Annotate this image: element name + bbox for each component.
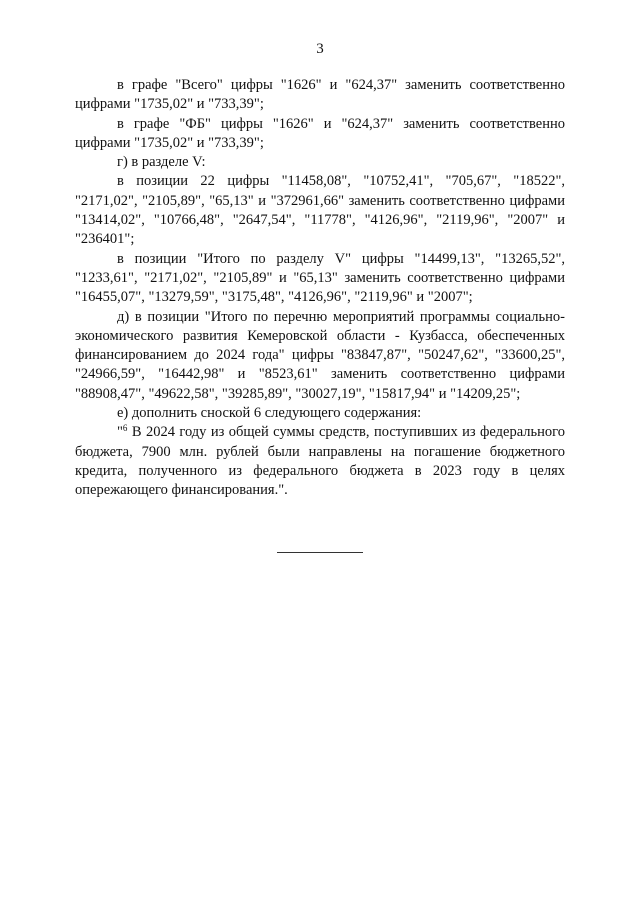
page-number: 3 [316,41,324,57]
footnote-text: В 2024 году из общей суммы средств, поступивших из федерального бюджета, 7900 млн. рублей были направлены на погашение бюджетного кредита, полученного из федерального бюджета в 2023 году в целях опережающего финансирования.". [75,424,565,499]
paragraph-section-v-total: в позиции "Итого по разделу V" цифры "14499,13", "13265,52", "1233,61", "2171,02", "2105,89" и "65,13" заменить соответственно цифрами "16455,07", "13279,59", "3175,48", "4126,96", "2119,96" и "2007"; [75,250,565,306]
end-separator-line [277,552,363,553]
paragraph-fb-column: в графе "ФБ" цифры "1626" и "624,37" заменить соответственно цифрами "1735,02" и "733,39"; [75,115,565,151]
paragraph-total-column: в графе "Всего" цифры "1626" и "624,37" заменить соответственно цифрами "1735,02" и "733,39"; [75,77,565,113]
footnote-marker: 6 [122,423,128,434]
paragraph-program-total: д) в позиции "Итого по перечню мероприятий программы социально-экономического развития Кемеровской области - Кузбасса, обеспеченных финансированием до 2024 года" цифры "83847,87", "50247,62", "33600,25", "24966,59", "16442,98" и "8523,61" заменить соответственно цифрами "88908,47", "49622,58", "39285,89", "30027,19", "15817,94" и "14209,25"; [75,308,565,402]
footnote-open-quote: " [117,424,123,441]
paragraph-section-v-heading: г) в разделе V: [117,154,206,171]
document-body [75,76,565,501]
paragraph-add-footnote: е) дополнить сноской 6 следующего содержания: [117,405,422,422]
footnote-paragraph [75,423,565,500]
paragraph-position-22: в позиции 22 цифры "11458,08", "10752,41", "705,67", "18522", "2171,02", "2105,89", "65,13" и "372961,66" заменить соответственно цифрами "13414,02", "10766,48", "2647,54", "11778", "4126,96", "2119,96", "2007" и "236401"; [75,173,565,248]
